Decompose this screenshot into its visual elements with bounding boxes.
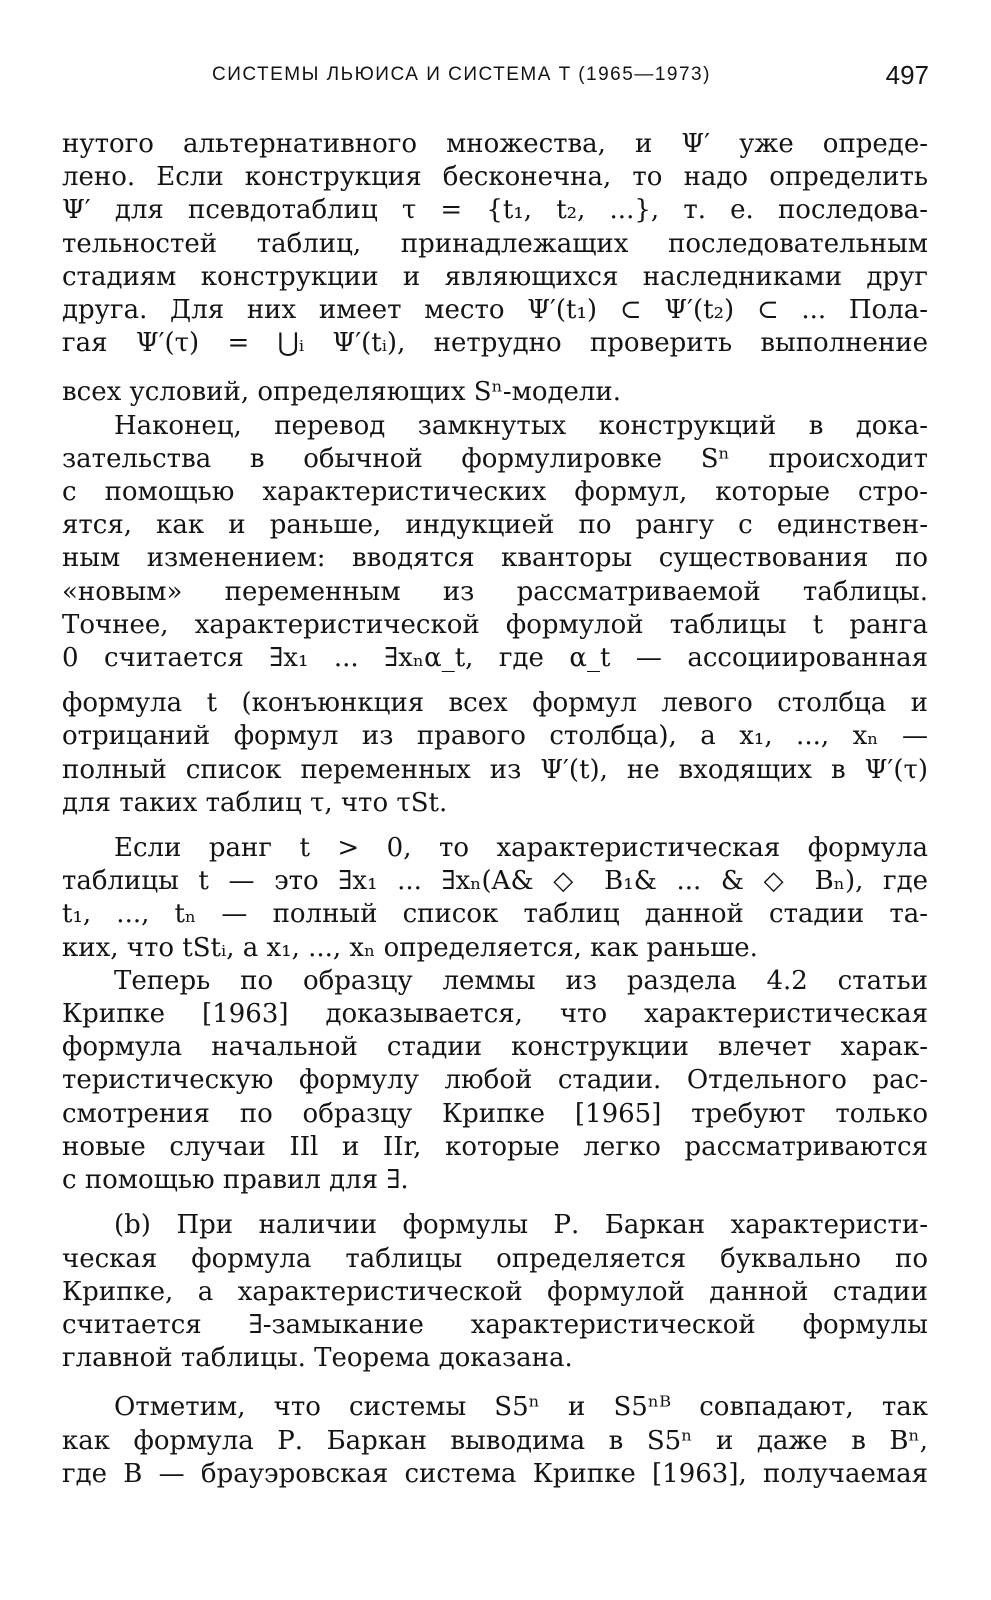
text-line: t₁, ..., tₙ — полный список таблиц данной стадии та- bbox=[62, 899, 928, 930]
text-line: ких, что tStᵢ, а x₁, ..., xₙ определяется, как раньше. bbox=[62, 932, 758, 963]
text-line: для таких таблиц τ, что τSt. bbox=[62, 787, 448, 818]
text-line: теристическую формулу любой стадии. Отдельного рас- bbox=[62, 1065, 928, 1096]
text-line: Теперь по образцу леммы из раздела 4.2 статьи bbox=[114, 965, 928, 996]
text-line: главной таблицы. Теорема доказана. bbox=[62, 1343, 573, 1374]
text-line: гая Ψ′(τ) = ⋃ᵢ Ψ′(tᵢ), нетрудно проверить выполнение bbox=[62, 328, 928, 359]
text-line: Крипке, а характеристической формулой данной стадии bbox=[62, 1276, 928, 1307]
text-line: новые случаи IIl и IIr, которые легко рассматриваются bbox=[62, 1131, 928, 1162]
page-header bbox=[62, 60, 929, 96]
text-line: с помощью правил для ∃. bbox=[62, 1165, 409, 1196]
text-line: смотрения по образцу Крипке [1965] требуют только bbox=[62, 1098, 928, 1129]
text-line: нутого альтернативного множества, и Ψ′ уже опреде- bbox=[62, 129, 928, 159]
text-line: лено. Если конструкция бесконечна, то надо определить bbox=[62, 162, 928, 193]
text-line: с помощью характеристических формул, которые стро- bbox=[62, 477, 928, 508]
text-line: как формула Р. Баркан выводима в S5ⁿ и даже в Bⁿ, bbox=[62, 1425, 928, 1456]
text-line: ческая формула таблицы определяется буквально по bbox=[62, 1243, 928, 1274]
text-line: «новым» переменным из рассматриваемой таблицы. bbox=[62, 576, 928, 607]
text-line: тельностей таблиц, принадлежащих последовательным bbox=[62, 228, 928, 259]
text-line: где B — брауэровская система Крипке [1963], получаемая bbox=[62, 1458, 928, 1489]
page-number: 497 bbox=[885, 60, 929, 90]
text-line: формула начальной стадии конструкции влечет харак- bbox=[62, 1032, 928, 1063]
text-line: Точнее, характеристической формулой таблицы t ранга bbox=[62, 609, 928, 640]
text-line: зательства в обычной формулировке Sⁿ происходит bbox=[62, 443, 928, 474]
text-line: друга. Для них имеет место Ψ′(t₁) ⊂ Ψ′(t₂) ⊂ ... Пола- bbox=[62, 295, 929, 326]
text-line: всех условий, определяющих Sⁿ-модели. bbox=[62, 377, 621, 408]
text-line: стадиям конструкции и являющихся наследниками друг bbox=[62, 261, 928, 292]
text-line: ятся, как и раньше, индукцией по рангу с единствен- bbox=[62, 510, 928, 541]
text-line: 0 считается ∃x₁ ... ∃xₙα_t, где α_t — ассоциированная bbox=[62, 643, 928, 674]
text-line: ным изменением: вводятся кванторы существования по bbox=[62, 543, 928, 574]
text-line: отрицаний формул из правого столбца), а x₁, ..., xₙ — bbox=[62, 721, 928, 752]
text-line: таблицы t — это ∃x₁ ... ∃xₙ(A& ◇ B₁& ... & ◇ Bₙ), где bbox=[62, 866, 928, 897]
text-line: полный список переменных из Ψ′(t), не входящих в Ψ′(τ) bbox=[62, 754, 928, 785]
text-line: Наконец, перевод замкнутых конструкций в дока- bbox=[114, 410, 928, 441]
text-line: (b) При наличии формулы Р. Баркан характеристи- bbox=[114, 1210, 928, 1241]
text-line: Отметим, что системы S5ⁿ и S5ⁿᴮ совпадают, так bbox=[114, 1392, 928, 1423]
running-title: СИСТЕМЫ ЛЬЮИСА И СИСТЕМА T (1965—1973) bbox=[212, 64, 711, 85]
body-text bbox=[62, 128, 928, 1491]
text-line: Ψ′ для псевдотаблиц τ = {t₁, t₂, ...}, т. е. последова- bbox=[62, 195, 928, 226]
text-line: Если ранг t > 0, то характеристическая формула bbox=[114, 833, 928, 864]
text-line: считается ∃-замыкание характеристической формулы bbox=[62, 1309, 928, 1340]
text-line: формула t (конъюнкция всех формул левого столбца и bbox=[62, 688, 928, 719]
text-line: Крипке [1963] доказывается, что характеристическая bbox=[62, 999, 928, 1030]
